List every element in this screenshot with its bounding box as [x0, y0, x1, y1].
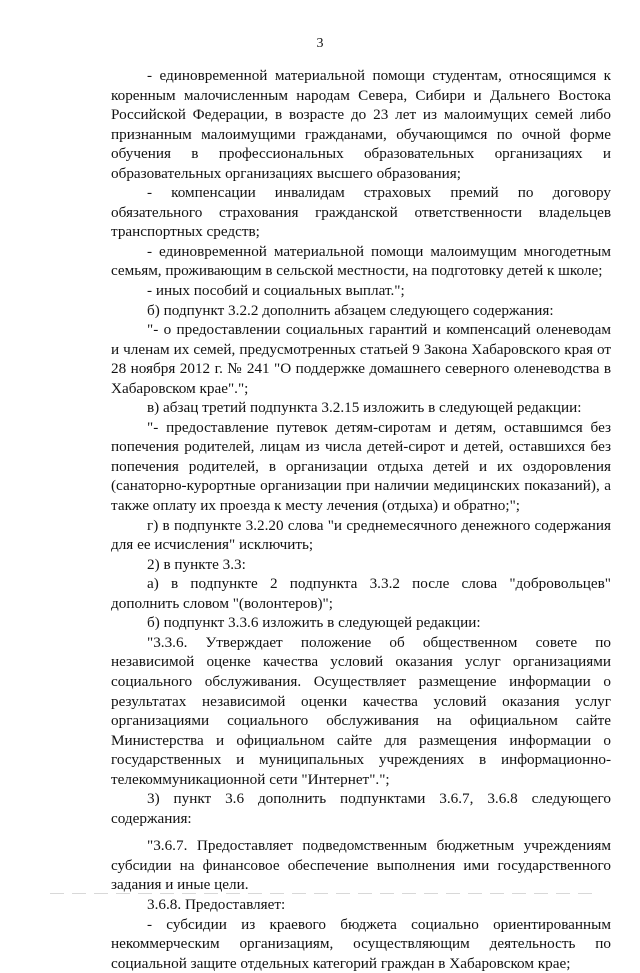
paragraph: а) в подпункте 2 подпункта 3.3.2 после слова "добровольцев" дополнить словом "(волонтеров)";	[111, 575, 611, 612]
paragraph: "- предоставление путевок детям-сиротам и детям, оставшимся без попечения родителей, лицам из числа детей-сирот и детей, оставшихся без попечения родителей, в организации отдыха детей и их оздоровления (санаторно-курортные организации при наличии медицинских показаний), а также оплату их проезда к месту лечения (отдыха) и обратно;";	[111, 418, 611, 515]
document-body	[111, 66, 611, 973]
paragraph: - единовременной материальной помощи студентам, относящимся к коренным малочисленным народам Севера, Сибири и Дальнего Востока Российской Федерации, в возрасте до 23 лет из малоимущих семей либо признанным малоимущими гражданами, обучающимся по очной форме обучения в профессиональных образовательных организациях и образовательных организациях высшего образования;	[111, 67, 611, 182]
page-number: 3	[316, 36, 324, 51]
scan-edge-line	[50, 893, 600, 894]
paragraph: - иных пособий и социальных выплат.";	[147, 282, 405, 300]
paragraph: в) абзац третий подпункта 3.2.15 изложить в следующей редакции:	[147, 399, 582, 417]
paragraph: "3.3.6. Утверждает положение об общественном совете по независимой оценке качества условий оказания услуг организациями социального обслуживания. Осуществляет размещение информации о результатах независимой оценки качества условий оказания услуг организациями социального обслуживания на официальном сайте Министерства и официальном сайте для размещения информации о государственных и муниципальных учреждениях в информационно-телекоммуникационной сети "Интернет".";	[111, 633, 611, 788]
paragraph: 2) в пункте 3.3:	[147, 555, 246, 573]
paragraph: 3.6.8. Предоставляет:	[147, 895, 286, 913]
paragraph: 3) пункт 3.6 дополнить подпунктами 3.6.7, 3.6.8 следующего содержания:	[111, 790, 611, 827]
paragraph: - субсидии из краевого бюджета социально ориентированным некоммерческим организациям, осуществляющим деятельность по социальной защите отдельных категорий граждан в Хабаровском крае;	[111, 915, 611, 972]
paragraph: - единовременной материальной помощи малоимущим многодетным семьям, проживающим в сельской местности, на подготовку детей к школе;	[111, 242, 611, 280]
paragraph: б) подпункт 3.3.6 изложить в следующей редакции:	[147, 614, 481, 632]
paragraph: "3.6.7. Предоставляет подведомственным бюджетным учреждениям субсидии на финансовое обеспечение выполнения ими государственного задания и иные цели.	[111, 837, 611, 894]
paragraph: б) подпункт 3.2.2 дополнить абзацем следующего содержания:	[147, 301, 554, 319]
paragraph: - компенсации инвалидам страховых премий по договору обязательного страхования гражданской ответственности владельцев транспортных средств;	[111, 184, 611, 241]
paragraph: г) в подпункте 3.2.20 слова "и среднемесячного денежного содержания для ее исчисления" исключить;	[111, 516, 611, 554]
paragraph: "- о предоставлении социальных гарантий и компенсаций оленеводам и членам их семей, предусмотренных статьей 9 Закона Хабаровского края от 28 ноября 2012 г. № 241 "О поддержке домашнего северного оленеводства в Хабаровском крае".";	[111, 321, 611, 397]
